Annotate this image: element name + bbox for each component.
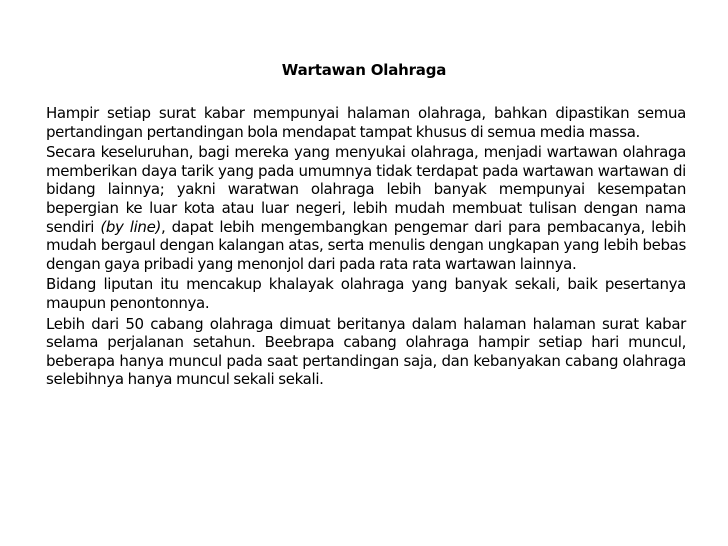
- paragraph-2: [46, 143, 686, 273]
- paragraph-2-text-before: Secara keseluruhan, bagi mereka yang menyukai olahraga, menjadi wartawan olahraga memberikan daya tarik yang pada umumnya tidak terdapat pada wartawan wartawan di bidang lainnya; yakni waratwan olahraga lebih banyak mempunyai kesempatan bepergian ke luar kota atau luar negeri, lebih mudah membuat tulisan dengan nama sendiri: [46, 143, 686, 236]
- paragraph-2-text-after: , dapat lebih mengembangkan pengemar dari para pembacanya, lebih mudah bergaul dengan kalangan atas, serta menulis dengan ungkapan yang lebih bebas dengan gaya pribadi yang menonjol dari pada rata rata wartawan lainnya.: [46, 217, 686, 273]
- paragraph-4: Lebih dari 50 cabang olahraga dimuat beritanya dalam halaman halaman surat kabar selama perjalanan setahun. Beebrapa cabang olahraga hampir setiap hari muncul, beberapa hanya muncul pada saat pertandingan saja, dan kebanyakan cabang olahraga selebihnya hanya muncul sekali sekali.: [46, 314, 686, 389]
- paragraph-2-italic-byline: (by line): [100, 217, 161, 236]
- paragraph-3: Bidang liputan itu mencakup khalayak olahraga yang banyak sekali, baik pesertanya maupun penontonnya.: [46, 275, 686, 312]
- paragraph-1: Hampir setiap surat kabar mempunyai halaman olahraga, bahkan dipastikan semua pertandingan pertandingan bola mendapat tampat khusus di semua media massa.: [46, 104, 686, 141]
- document-body: [46, 104, 686, 391]
- document-title: Wartawan Olahraga: [281, 61, 447, 79]
